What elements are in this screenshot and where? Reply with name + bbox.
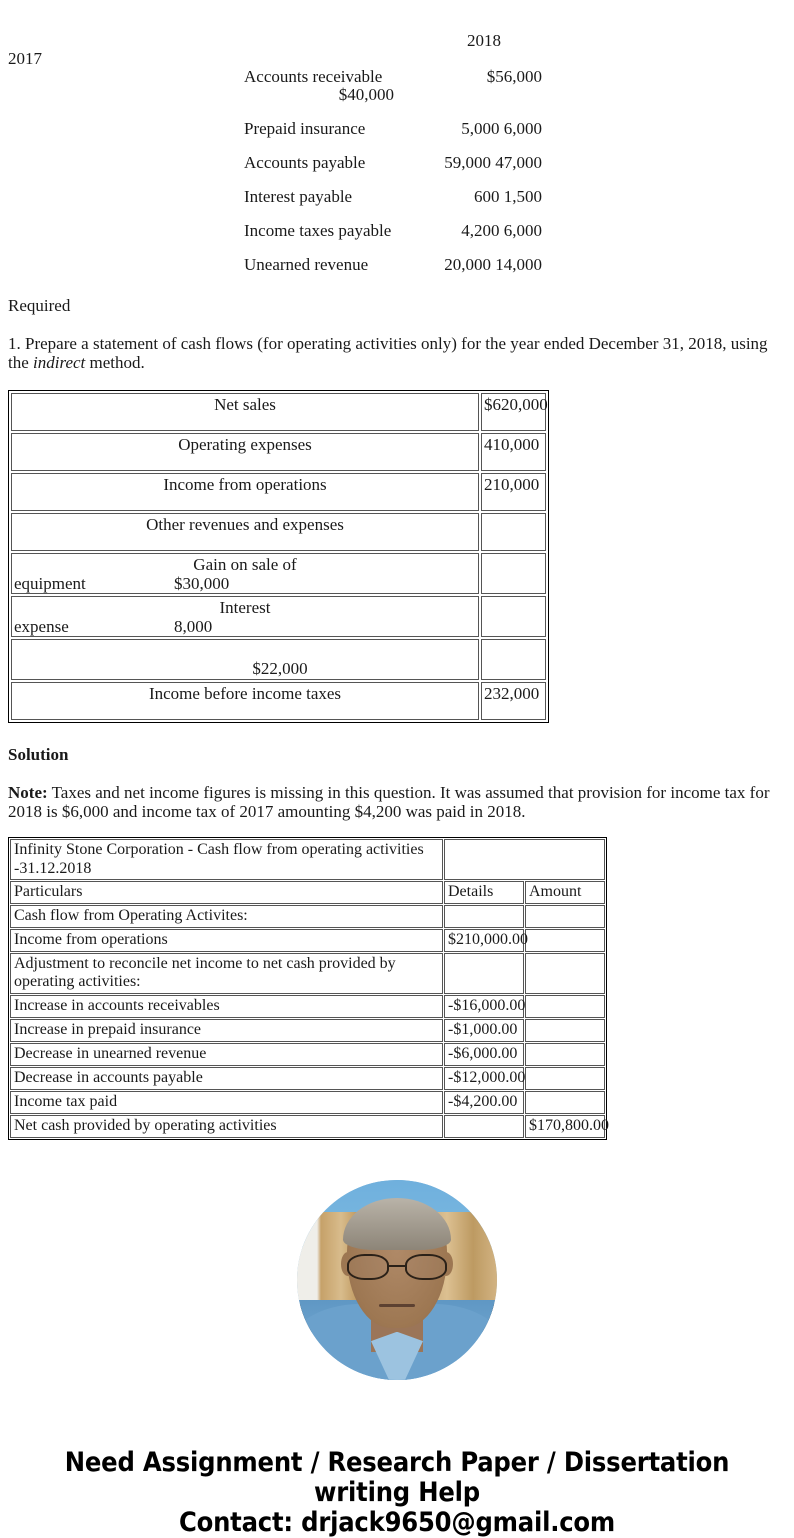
cf-particulars: Net cash provided by operating activities xyxy=(10,1115,443,1138)
account-row-unearned-revenue xyxy=(8,256,786,290)
table-row xyxy=(10,905,605,928)
account-label: Accounts payable xyxy=(244,153,366,172)
solution-heading: Solution xyxy=(8,745,69,765)
cf-particulars: Increase in prepaid insurance xyxy=(10,1019,443,1042)
is-gain-title: Gain on sale of xyxy=(193,555,297,575)
table-row xyxy=(10,1115,605,1138)
is-gain-sub-left: equipment xyxy=(14,574,86,594)
table-row xyxy=(11,639,546,680)
is-gain-detail-line xyxy=(14,574,476,592)
cf-particulars: Decrease in accounts payable xyxy=(10,1067,443,1090)
cf-title: Infinity Stone Corporation - Cash flow from operating activities -31.12.2018 xyxy=(10,839,443,880)
table-row xyxy=(10,1019,605,1042)
cf-amount xyxy=(525,1067,605,1090)
cf-details: -$1,000.00 xyxy=(444,1019,524,1042)
balance-data-block xyxy=(0,0,794,290)
account-value-2017: $40,000 xyxy=(338,85,394,104)
required-item-1-post: method. xyxy=(85,353,145,373)
table-row xyxy=(11,473,546,511)
cf-amount: $170,800.00 xyxy=(525,1115,605,1138)
is-amount-operating-expenses: 410,000 xyxy=(481,433,546,471)
cf-particulars: Cash flow from Operating Activites: xyxy=(10,905,443,928)
is-label-interest-expense xyxy=(11,596,479,637)
table-row xyxy=(11,513,546,551)
account-rows xyxy=(8,68,786,290)
note-label: Note: xyxy=(8,783,48,803)
cf-amount xyxy=(525,1043,605,1066)
is-interest-sub-left: expense xyxy=(14,617,69,637)
portrait-area xyxy=(0,1180,794,1430)
cf-details: -$12,000.00 xyxy=(444,1067,524,1090)
is-gain-sub-amount: $30,000 xyxy=(174,574,230,594)
is-label-gain-on-sale xyxy=(11,553,479,594)
account-label: Unearned revenue xyxy=(244,255,369,274)
account-label: Income taxes payable xyxy=(244,221,392,240)
is-other-total-value: $22,000 xyxy=(252,659,308,679)
account-row-accounts-payable xyxy=(8,154,786,188)
account-values: 5,000 6,000 xyxy=(461,119,542,138)
photo-glasses-bridge xyxy=(389,1265,405,1267)
account-row-prepaid-insurance xyxy=(8,120,786,154)
cf-details: -$4,200.00 xyxy=(444,1091,524,1114)
is-interest-sub-amount: 8,000 xyxy=(174,617,213,637)
table-row xyxy=(11,393,546,431)
table-row xyxy=(10,1091,605,1114)
required-heading: Required xyxy=(8,296,71,315)
account-values: 600 1,500 xyxy=(474,187,542,206)
account-label: Interest payable xyxy=(244,187,353,206)
is-amount-interest-expense xyxy=(481,596,546,637)
photo-lens-right xyxy=(405,1254,447,1280)
table-row xyxy=(10,995,605,1018)
promo-banner xyxy=(0,1448,794,1538)
cf-amount xyxy=(525,905,605,928)
cf-header-row xyxy=(10,881,605,904)
is-interest-title: Interest xyxy=(219,598,271,618)
is-amount-income-from-operations: 210,000 xyxy=(481,473,546,511)
year-2017-label: 2017 xyxy=(8,49,42,68)
cf-details: $210,000.00 xyxy=(444,929,524,952)
table-row xyxy=(11,682,546,720)
is-amount-net-sales: $620,000 xyxy=(481,393,546,431)
cf-title-row xyxy=(10,839,605,880)
cf-col-particulars: Particulars xyxy=(10,881,443,904)
required-item-1 xyxy=(8,334,768,372)
year-2018-label: 2018 xyxy=(467,31,501,50)
cf-details xyxy=(444,905,524,928)
cf-amount xyxy=(525,953,605,994)
cf-amount xyxy=(525,1019,605,1042)
is-label-income-before-taxes: Income before income taxes xyxy=(11,682,479,720)
income-statement-table-wrap xyxy=(8,390,794,723)
cf-particulars: Decrease in unearned revenue xyxy=(10,1043,443,1066)
table-row xyxy=(11,433,546,471)
account-label: Prepaid insurance xyxy=(244,119,366,138)
photo-mouth xyxy=(379,1304,415,1307)
cf-details xyxy=(444,953,524,994)
table-row xyxy=(10,1067,605,1090)
cf-details xyxy=(444,1115,524,1138)
is-amount-other-revenues-expenses xyxy=(481,513,546,551)
account-label: Accounts receivable xyxy=(244,67,383,86)
is-label-other-revenues-expenses: Other revenues and expenses xyxy=(11,513,479,551)
income-statement-table xyxy=(8,390,549,723)
is-label-operating-expenses: Operating expenses xyxy=(11,433,479,471)
note-text: Taxes and net income figures is missing in this question. It was assumed that provision for income tax for 2018 is $6,000 and income tax of 2017 amounting $4,200 was paid in 2018. xyxy=(8,783,770,822)
glasses-icon xyxy=(347,1254,447,1280)
promo-line-3: Contact: drjack9650@gmail.com xyxy=(178,1507,616,1538)
account-values: 20,000 14,000 xyxy=(444,255,542,274)
cash-flow-table xyxy=(8,837,607,1140)
cf-amount xyxy=(525,1091,605,1114)
year-header-row xyxy=(8,0,786,68)
cf-particulars: Income from operations xyxy=(10,929,443,952)
cf-particulars: Income tax paid xyxy=(10,1091,443,1114)
promo-line-1: Need Assignment / Research Paper / Dissertation xyxy=(64,1446,730,1478)
table-row xyxy=(10,953,605,994)
account-row-income-taxes-payable xyxy=(8,222,786,256)
is-amount-income-before-taxes: 232,000 xyxy=(481,682,546,720)
cf-particulars: Increase in accounts receivables xyxy=(10,995,443,1018)
cf-particulars: Adjustment to reconcile net income to net cash provided by operating activities: xyxy=(10,953,443,994)
is-label-income-from-operations: Income from operations xyxy=(11,473,479,511)
is-amount-gain-on-sale xyxy=(481,553,546,594)
account-values: 59,000 47,000 xyxy=(444,153,542,172)
cf-amount xyxy=(525,995,605,1018)
photo-lens-left xyxy=(347,1254,389,1280)
is-amount-other-total xyxy=(481,639,546,680)
is-label-other-total xyxy=(11,639,479,680)
required-item-1-pre: 1. Prepare a statement of cash flows (for operating activities only) for the year ended December 31, 2018, using the xyxy=(8,334,768,373)
table-row xyxy=(11,596,546,637)
avatar xyxy=(297,1180,497,1380)
account-row-interest-payable xyxy=(8,188,786,222)
cf-details: -$6,000.00 xyxy=(444,1043,524,1066)
promo-line-2: writing Help xyxy=(314,1477,480,1509)
table-row xyxy=(10,1043,605,1066)
cf-col-details: Details xyxy=(444,881,524,904)
cf-details: -$16,000.00 xyxy=(444,995,524,1018)
account-value-2018: $56,000 xyxy=(486,67,542,86)
required-item-1-italic: indirect xyxy=(33,353,86,373)
cf-col-amount: Amount xyxy=(525,881,605,904)
account-row-accounts-receivable xyxy=(8,68,786,120)
cf-title-blank xyxy=(444,839,605,880)
solution-note xyxy=(8,783,783,821)
table-row xyxy=(10,929,605,952)
is-interest-detail-line xyxy=(14,617,476,635)
is-label-net-sales: Net sales xyxy=(11,393,479,431)
account-values: 4,200 6,000 xyxy=(461,221,542,240)
cf-amount xyxy=(525,929,605,952)
table-row xyxy=(11,553,546,594)
cash-flow-table-wrap xyxy=(8,837,794,1140)
